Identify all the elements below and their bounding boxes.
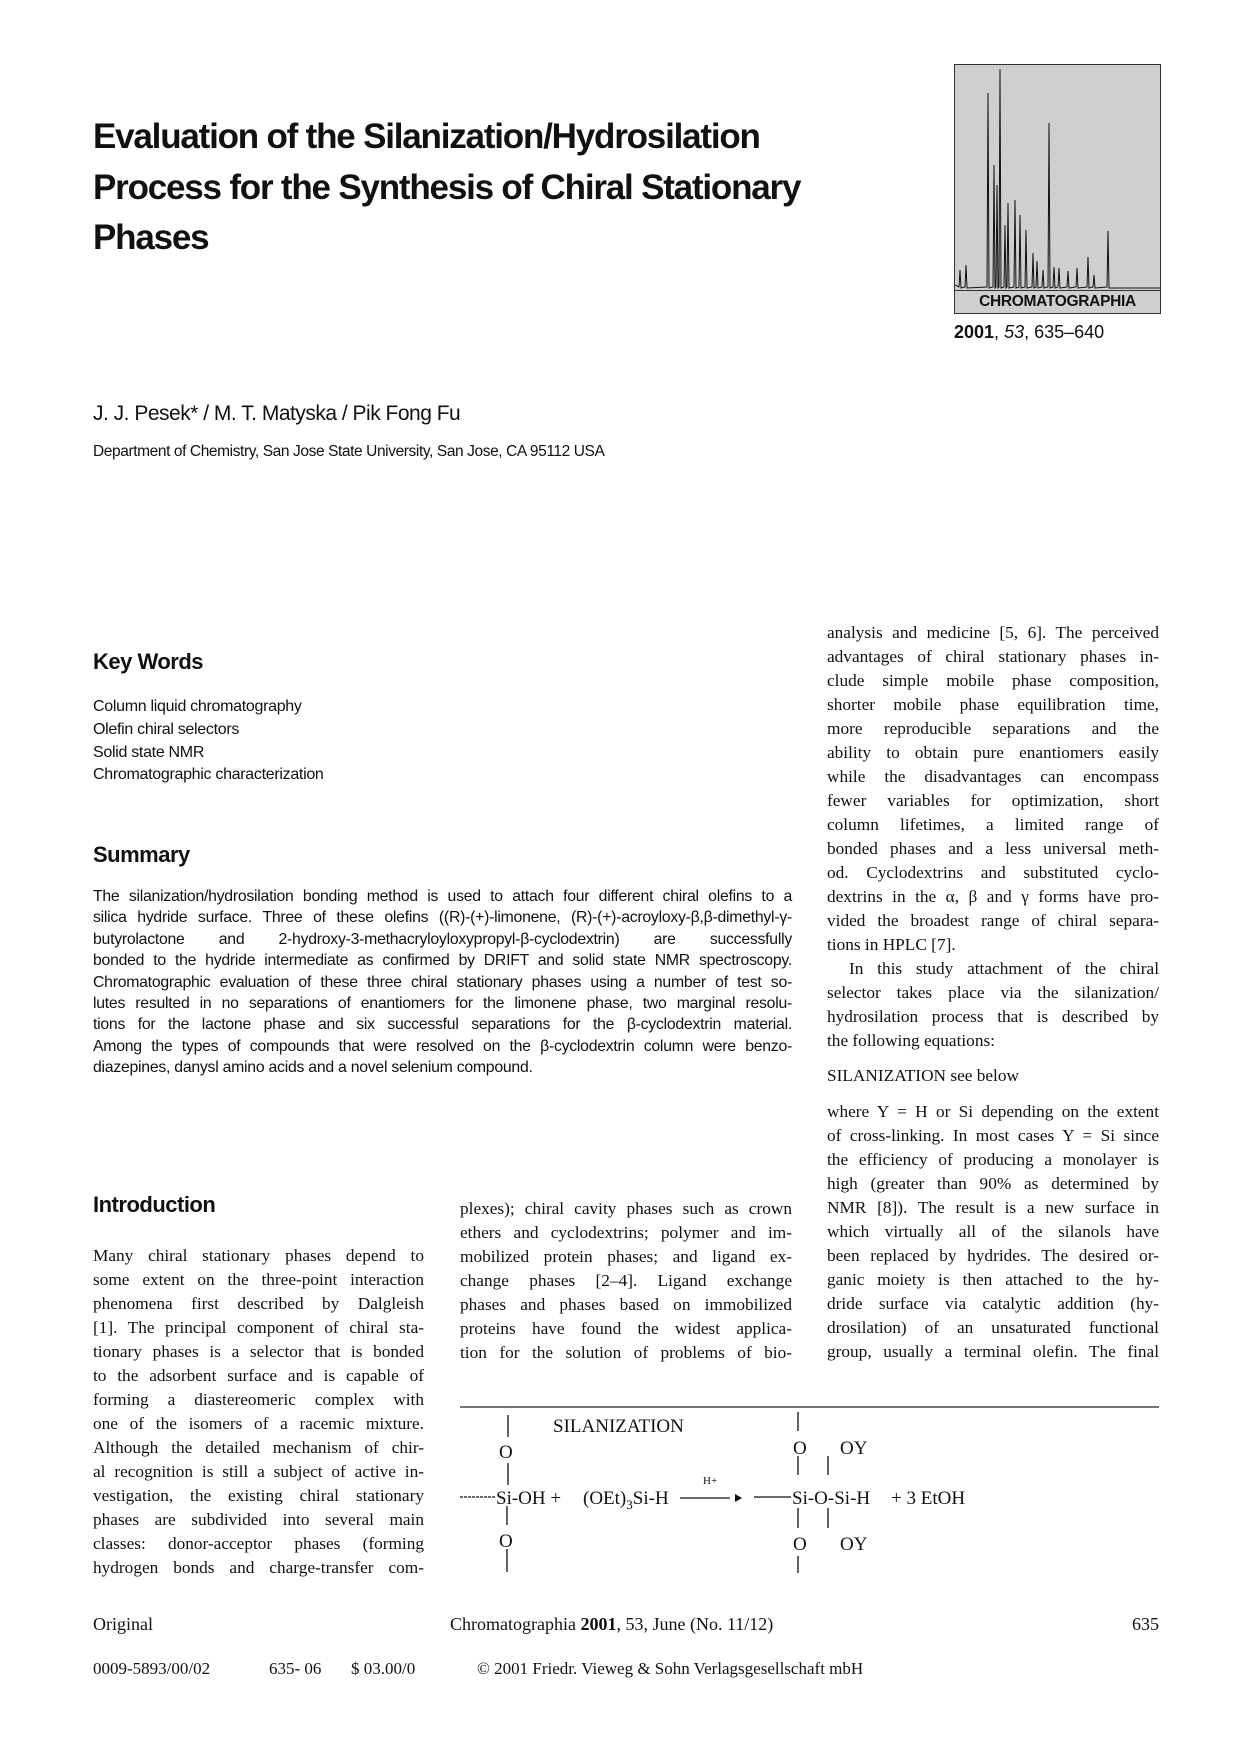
text-line: dride surface via catalytic addition (hy-: [827, 1294, 1159, 1313]
reactant-silane: $(OEt)_3Si-H$: [583, 1488, 669, 1512]
authors: J. J. Pesek* / M. T. Matyska / Pik Fong Fu: [93, 402, 461, 425]
text-line: proteins have found the widest applica-: [460, 1319, 792, 1338]
text-line: to the adsorbent surface and is capable of: [93, 1366, 424, 1385]
citation: 2001, 53, 635–640: [954, 322, 1105, 342]
price: $ 03.00/0: [351, 1659, 416, 1678]
text-line: [1]. The principal component of chiral sta-: [93, 1318, 424, 1337]
text-line: drosilation) of an unsaturated functional: [827, 1318, 1159, 1337]
oxygen-bottom: O: [499, 1531, 513, 1552]
text-line: tion for the solution of problems of bio-: [460, 1343, 792, 1362]
title-line: Process for the Synthesis of Chiral Stationary: [93, 167, 801, 207]
text-line: al recognition is still a subject of active in-: [93, 1462, 424, 1481]
product-oy-top: OY: [840, 1438, 868, 1459]
text-line: od. Cyclodextrins and substituted cyclo-: [827, 863, 1159, 882]
byproduct: + 3 EtOH: [891, 1488, 966, 1509]
text-line: high (greater than 90% as determined by: [827, 1174, 1159, 1193]
text-line: group, usually a terminal olefin. The final: [827, 1342, 1159, 1361]
citation-volume: 53: [1004, 322, 1025, 342]
reactant-silanol: Si-OH +: [496, 1488, 562, 1509]
text-line: which virtually all of the silanols have: [827, 1222, 1159, 1241]
page-code: 635- 06: [269, 1659, 322, 1678]
journal-issue-detail: , 53, June (No. 11/12): [616, 1614, 774, 1634]
text-line: butyrolactone and 2-hydroxy-3-methacryloyloxypropyl-β-cyclodextrin) are successfully: [93, 930, 792, 948]
text-line: more reproducible separations and the: [827, 719, 1159, 738]
text-line: In this study attachment of the chiral: [849, 959, 1159, 978]
text-line: bonded to the hydride intermediate as confirmed by DRIFT and solid state NMR spectroscopy.: [93, 952, 792, 970]
text-line: lutes resulted in no separations of enantiomers for the limonene phase, two marginal resolu-: [93, 994, 792, 1012]
text-line: plexes); chiral cavity phases such as crown: [460, 1199, 792, 1218]
introduction-heading: Introduction: [93, 1192, 216, 1217]
issn: 0009-5893/00/02: [93, 1659, 211, 1678]
text-line: been replaced by hydrides. The desired or-: [827, 1246, 1159, 1265]
citation-pages: 635–640: [1034, 322, 1105, 342]
reaction-arrow-icon: [735, 1494, 742, 1502]
text-line: hydrogen bonds and charge-transfer com-: [93, 1558, 424, 1577]
keyword: Solid state NMR: [93, 743, 205, 761]
title-line: Phases: [93, 218, 209, 257]
text-line: of cross-linking. In most cases Y = Si since: [827, 1126, 1159, 1145]
text-line: change phases [2–4]. Ligand exchange: [460, 1271, 792, 1290]
catalyst: H+: [703, 1475, 718, 1487]
text-line: selector takes place via the silanization/: [827, 983, 1159, 1002]
product: Si-O-Si-H: [792, 1488, 871, 1509]
text-line: the efficiency of producing a monolayer is: [827, 1150, 1159, 1169]
equation-label: SILANIZATION: [553, 1416, 684, 1437]
text-line: ganic moiety is then attached to the hy-: [827, 1270, 1159, 1289]
text-line: ethers and cyclodextrins; polymer and im-: [460, 1223, 792, 1242]
text-line: classes: donor-acceptor phases (forming: [93, 1534, 424, 1553]
text-line: vestigation, the existing chiral stationary: [93, 1486, 424, 1505]
text-line: Among the types of compounds that were resolved on the β-cyclodextrin column were benzo-: [93, 1037, 792, 1055]
text-line: hydrosilation process that is described by: [827, 1007, 1159, 1026]
text-line: tions for the lactone phase and six successful separations for the β-cyclodextrin material.: [93, 1016, 792, 1034]
keywords-heading: Key Words: [93, 649, 204, 674]
citation-year: 2001: [954, 322, 995, 342]
text-line: NMR [8]). The result is a new surface in: [827, 1198, 1159, 1217]
text-line: bonded phases and a less universal meth-: [827, 839, 1159, 858]
text-line: phases and phases based on immobilized: [460, 1295, 792, 1314]
journal-name: Chromatographia: [450, 1614, 576, 1634]
journal-issue: [450, 1614, 773, 1635]
text-line: diazepines, danysl amino acids and a novel selenium compound.: [93, 1059, 533, 1077]
product-oy-bottom: OY: [840, 1534, 868, 1555]
text-line: fewer variables for optimization, short: [827, 791, 1159, 810]
title-line: Evaluation of the Silanization/Hydrosilation: [93, 117, 760, 156]
text-line: clude simple mobile phase composition,: [827, 671, 1159, 690]
text-line: forming a diastereomeric complex with: [93, 1390, 424, 1409]
copyright: © 2001 Friedr. Vieweg & Sohn Verlagsgesellschaft mbH: [477, 1659, 864, 1678]
product-oxygen-top: O: [793, 1438, 807, 1459]
text-line: analysis and medicine [5, 6]. The perceived: [827, 623, 1159, 642]
text-line: Chromatographic evaluation of these three chiral stationary phases using a number of test so-: [93, 973, 792, 991]
journal-logo-label: CHROMATOGRAPHIA: [955, 290, 1160, 313]
text-line: shorter mobile phase equilibration time,: [827, 695, 1159, 714]
article-type: Original: [93, 1614, 153, 1634]
text-line: phenomena first described by Dalgleish: [93, 1294, 424, 1313]
text-line: tionary phases is a selector that is bonded: [93, 1342, 424, 1361]
product-oxygen-bottom: O: [793, 1534, 807, 1555]
text-line: one of the isomers of a racemic mixture.: [93, 1414, 424, 1433]
text-line: Many chiral stationary phases depend to: [93, 1246, 424, 1265]
keyword: Olefin chiral selectors: [93, 720, 240, 738]
page-number: 635: [1132, 1614, 1159, 1634]
text-line: dextrins in the α, β and γ forms have pro-: [827, 887, 1159, 906]
text-line: some extent on the three-point interaction: [93, 1270, 424, 1289]
text-line: ability to obtain pure enantiomers easily: [827, 743, 1159, 762]
oxygen-top: O: [499, 1442, 513, 1463]
text-line: the following equations:: [827, 1031, 995, 1050]
equation-reference: SILANIZATION see below: [827, 1066, 1019, 1085]
text-line: advantages of chiral stationary phases in-: [827, 647, 1159, 666]
text-line: while the disadvantages can encompass: [827, 767, 1159, 786]
journal-year: 2001: [580, 1614, 617, 1634]
summary-heading: Summary: [93, 842, 190, 867]
text-line: vided the broadest range of chiral separa-: [827, 911, 1159, 930]
keyword: Column liquid chromatography: [93, 698, 302, 715]
text-line: phases are subdivided into several main: [93, 1510, 424, 1529]
text-line: tions in HPLC [7].: [827, 935, 956, 954]
text-line: where Y = H or Si depending on the extent: [827, 1102, 1159, 1121]
text-line: Although the detailed mechanism of chir-: [93, 1438, 424, 1457]
text-line: column lifetimes, a limited range of: [827, 815, 1159, 834]
text-line: silica hydride surface. Three of these olefins ((R)-(+)-limonene, (R)-(+)-acroyloxy-β,β-dimethyl-γ-: [93, 909, 792, 927]
keyword: Chromatographic characterization: [93, 766, 324, 784]
affiliation: Department of Chemistry, San Jose State University, San Jose, CA 95112 USA: [93, 443, 605, 460]
text-line: The silanization/hydrosilation bonding method is used to attach four different chiral olefins to a: [93, 888, 792, 905]
text-line: mobilized protein phases; and ligand ex-: [460, 1247, 792, 1266]
